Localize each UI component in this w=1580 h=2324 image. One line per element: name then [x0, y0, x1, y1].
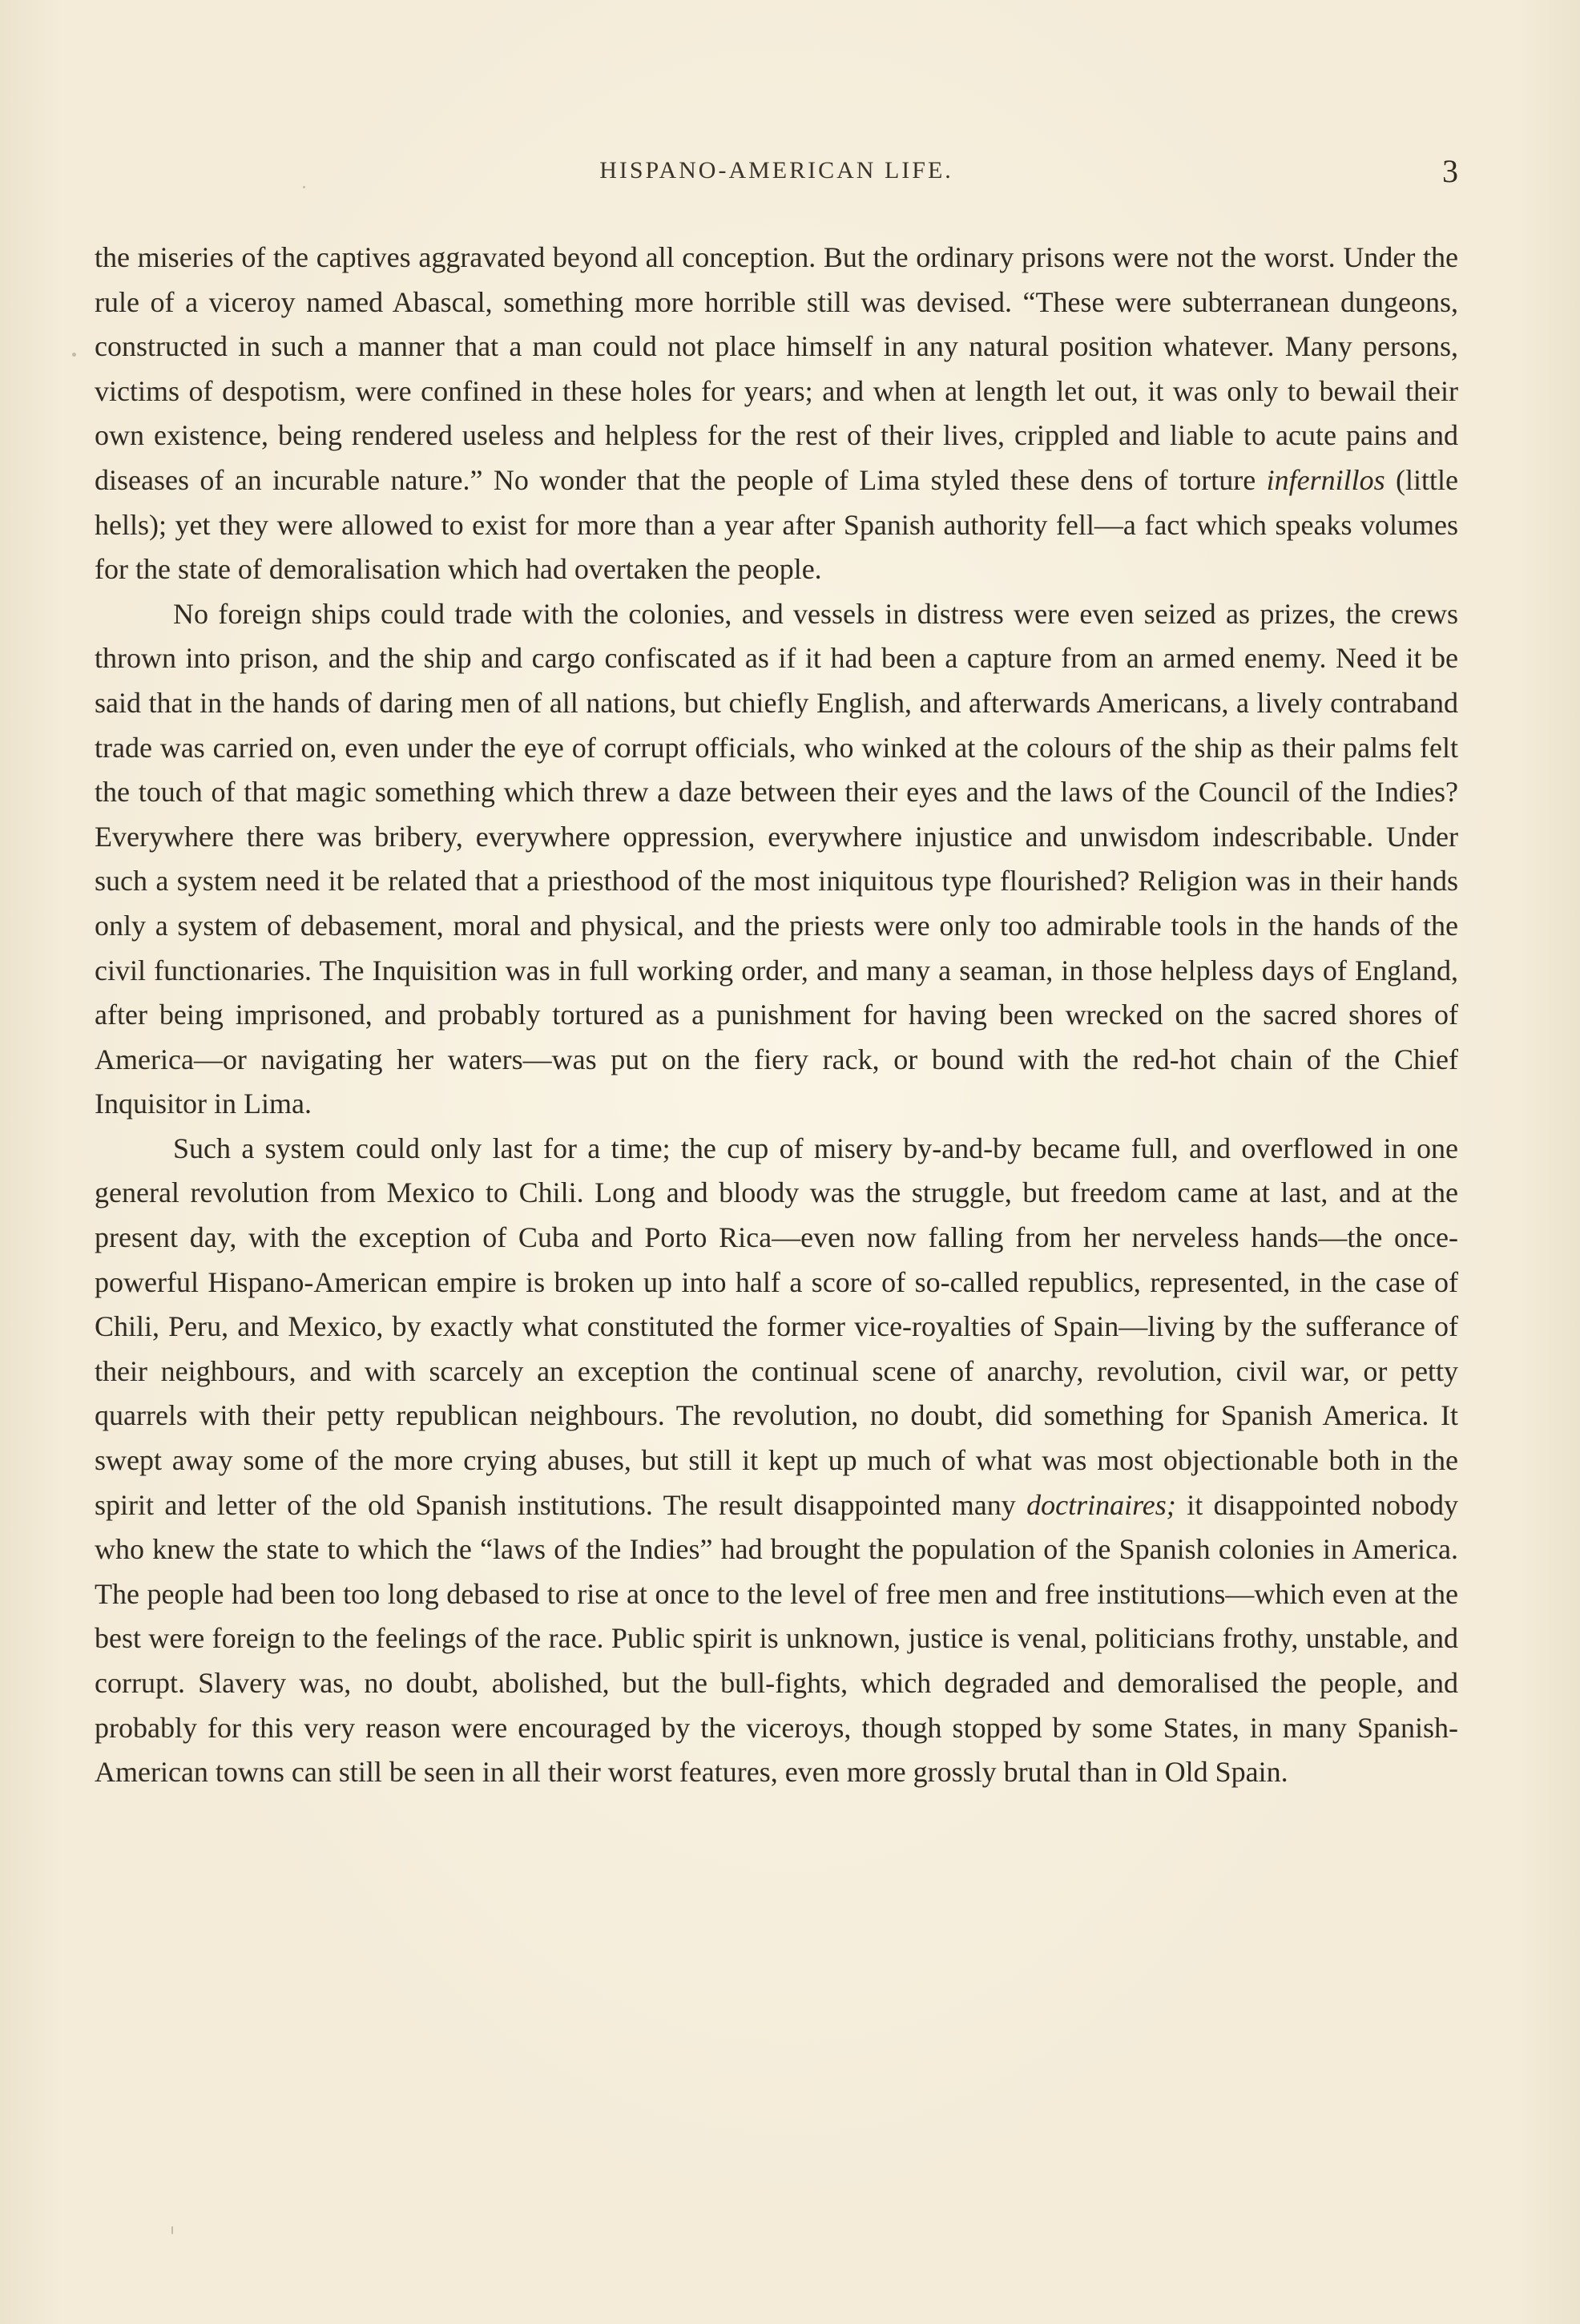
paragraph-3-text-after: it disappointed nobody who knew the state to which the “laws of the Indies” had brought the population of the Spanish colonies in America. The people had been too long debased to rise at once to the level of free men and free institutions—which even at the best were foreign to the feelings of the race. Public spirit is unknown, justice is venal, politicians frothy, unstable, and corrupt. Slavery was, no doubt, abolished, but the bull-fights, which degraded and demoralised the people, and probably for this very reason were encouraged by the viceroys, though stopped by some States, in many Spanish-American towns can still be seen in all their worst features, even more grossly brutal than in Old Spain.: [95, 1488, 1458, 1789]
paragraph-1-text-before: the miseries of the captives aggravated beyond all conception. But the ordinary prisons were not the worst. Under the rule of a viceroy named Abascal, something more horrible still was devised. “These were subterranean dungeons, constructed in such a manner that a man could not place himself in any natural position whatever. Many persons, victims of despotism, were confined in these holes for years; and when at length let out, it was only to bewail their own existence, being rendered useless and helpless for the rest of their lives, crippled and liable to acute pains and diseases of an incurable nature.” No wonder that the people of Lima styled these dens of torture: [95, 241, 1458, 496]
paragraph-3-italic-term: doctrinaires;: [1026, 1488, 1176, 1521]
body-text: [95, 236, 1458, 1795]
paragraph-1-text-after: (little hells); yet they were allowed to exist for more than a year after Spanish authority fell—a fact which speaks volumes for the state of demoralisation which had overtaken the people.: [95, 463, 1459, 586]
paragraph-1: [95, 236, 1458, 592]
paper-speck: [171, 2226, 173, 2234]
paper-speck: [303, 186, 305, 188]
paragraph-1-italic-term: infernillos: [1266, 463, 1385, 496]
running-title: HISPANO-AMERICAN LIFE.: [599, 157, 953, 184]
paragraph-3: [95, 1127, 1458, 1795]
running-head: [95, 153, 1458, 197]
paragraph-3-text-before: Such a system could only last for a time; the cup of misery by-and-by became full, and overflowed in one general revolution from Mexico to Chili. Long and bloody was the struggle, but freedom came at last, and at the present day, with the exception of Cuba and Porto Rica—even now falling from her nerveless hands—the once-powerful Hispano-American empire is broken up into half a score of so-called republics, represented, in the case of Chili, Peru, and Mexico, by exactly what constituted the former vice-royalties of Spain—living by the sufferance of their neighbours, and with scarcely an exception the continual scene of anarchy, revolution, civil war, or petty quarrels with their petty republican neighbours. The revolution, no doubt, did something for Spanish America. It swept away some of the more crying abuses, but still it kept up much of what was most objectionable both in the spirit and letter of the old Spanish institutions. The result disappointed many: [95, 1132, 1458, 1521]
paper-speck: [72, 353, 76, 357]
page-number: 3: [1442, 153, 1458, 189]
paragraph-2: No foreign ships could trade with the colonies, and vessels in distress were even seized as prizes, the crews thrown into prison, and the ship and cargo confiscated as if it had been a capture from an armed enemy. Need it be said that in the hands of daring men of all nations, but chiefly English, and afterwards Americans, a lively contraband trade was carried on, even under the eye of corrupt officials, who winked at the colours of the ship as their palms felt the touch of that magic something which threw a daze between their eyes and the laws of the Council of the Indies? Everywhere there was bribery, everywhere oppression, everywhere injustice and unwisdom indescribable. Under such a system need it be related that a priesthood of the most iniquitous type flourished? Religion was in their hands only a system of debasement, moral and physical, and the priests were only too admirable tools in the hands of the civil functionaries. The Inquisition was in full working order, and many a seaman, in those helpless days of England, after being imprisoned, and probably tortured as a punishment for having been wrecked on the sacred shores of America—or navigating her waters—was put on the fiery rack, or bound with the red-hot chain of the Chief Inquisitor in Lima.: [95, 597, 1458, 1120]
